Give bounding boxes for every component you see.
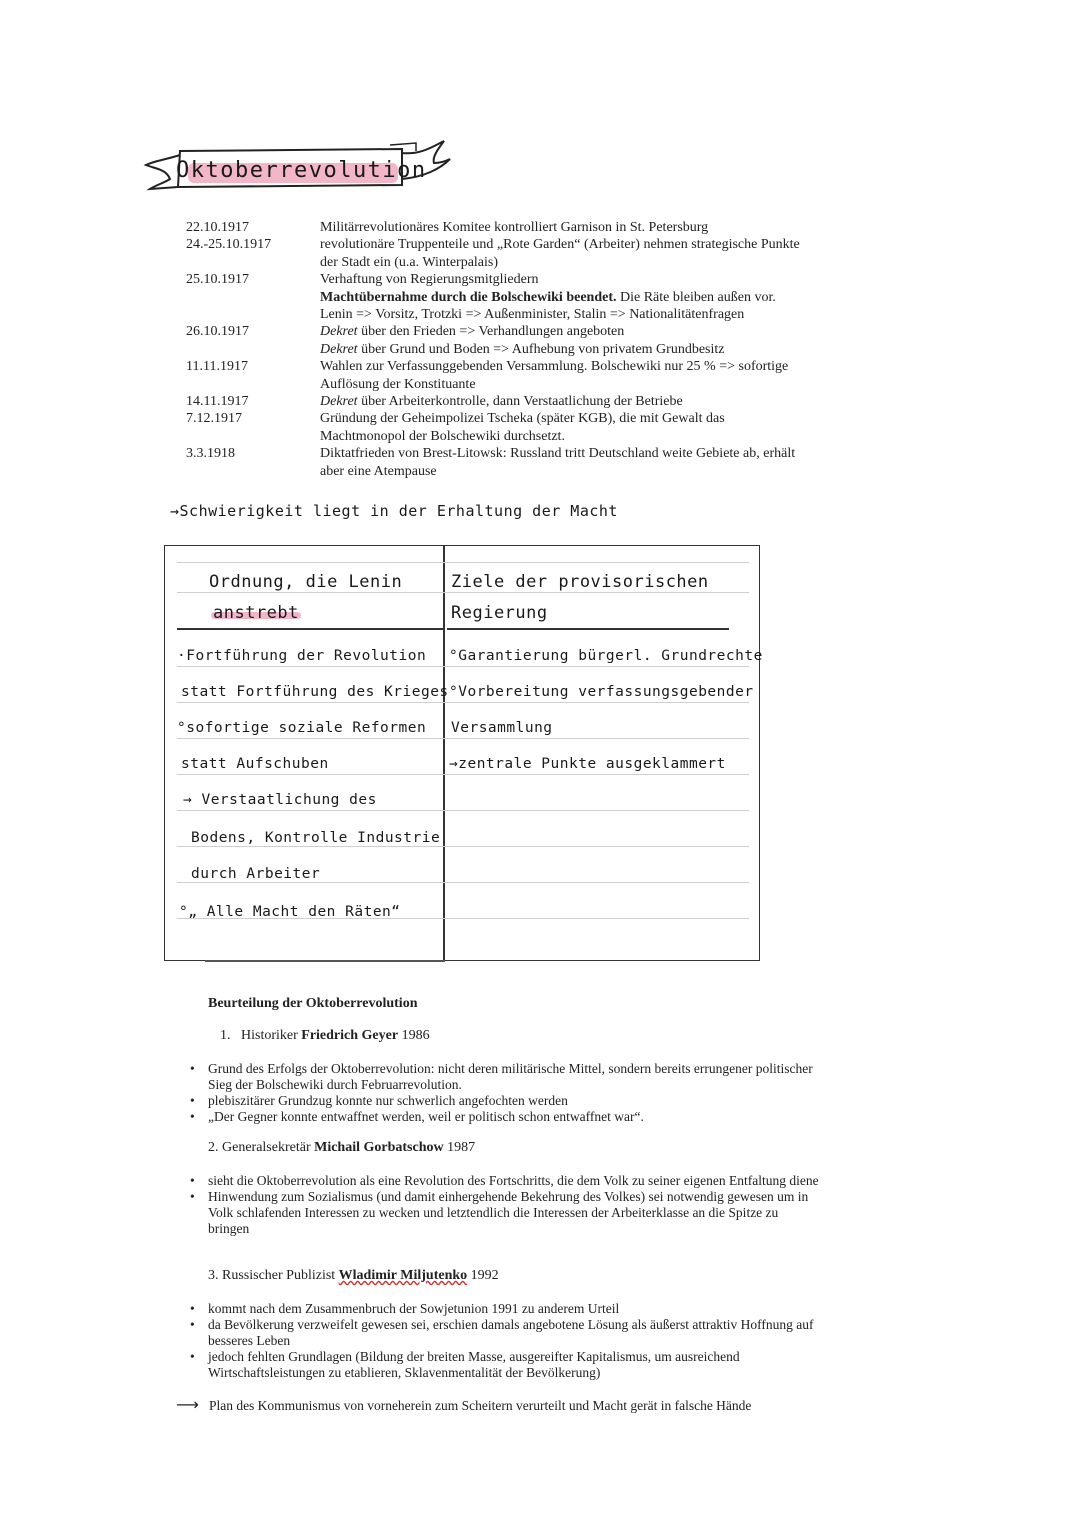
timeline-date: 7.12.1917 <box>186 411 242 427</box>
table-right-line: °Vorbereitung verfassungsgebender <box>449 684 754 700</box>
table-header-left: anstrebt <box>213 603 299 623</box>
timeline-row <box>186 323 826 358</box>
section-year: 1992 <box>467 1268 499 1283</box>
comparison-table <box>164 545 763 961</box>
table-rule <box>177 846 749 847</box>
final-conclusion-text: Plan des Kommunismus von vorneherein zum Scheitern verurteilt und Macht gerät in falsche Hände <box>208 1398 752 1413</box>
table-divider <box>443 546 445 960</box>
section-year: 1987 <box>443 1140 476 1155</box>
timeline-date: 26.10.1917 <box>186 324 249 340</box>
table-rule <box>177 810 749 811</box>
conclusion-note: →Schwierigkeit liegt in der Erhaltung der Macht <box>170 502 618 520</box>
list-item: • da Bevölkerung verzweifelt gewesen sei, erschien damals angebotene Lösung als äußerst attraktiv Hoffnung auf besseres Leben <box>190 1317 820 1349</box>
timeline-row <box>186 410 826 445</box>
table-left-line: °„ Alle Macht den Räten“ <box>179 904 401 920</box>
bullet-list <box>190 1173 820 1237</box>
timeline-row <box>186 358 826 393</box>
section-role: Historiker <box>241 1028 302 1043</box>
timeline-text: Wahlen zur Verfassunggebenden Versammlung. Bolschewiki nur 25 % => sofortige Auflösung der Konstituante <box>320 359 789 392</box>
timeline-date: 22.10.1917 <box>186 220 249 235</box>
timeline-text-part: über den Frieden => Verhandlungen angeboten <box>357 324 625 340</box>
table-right-line: Versammlung <box>451 720 553 736</box>
table-header-right: Ziele der provisorischen <box>451 572 709 592</box>
table-header-right: Regierung <box>451 603 548 623</box>
timeline-date: 3.3.1918 <box>186 446 235 462</box>
timeline-date: 14.11.1917 <box>186 394 249 410</box>
timeline-text <box>320 271 810 323</box>
timeline-text: Diktatfrieden von Brest-Litowsk: Russland tritt Deutschland weite Gebiete ab, erhält aber eine Atempause <box>320 446 796 479</box>
table-rule <box>177 562 749 563</box>
page-title: Oktoberrevolution <box>176 158 427 183</box>
timeline-text-part: über Arbeiterkontrolle, dann Verstaatlichung der Betriebe <box>357 394 683 410</box>
bullet-list <box>190 1061 820 1125</box>
timeline-text <box>320 323 810 358</box>
timeline-text-part: Die Räte bleiben außen vor. Lenin => Vorsitz, Trotzki => Außenminister, Stalin => Nationalitätenfragen <box>320 289 776 323</box>
table-right-line: →zentrale Punkte ausgeklammert <box>449 756 726 772</box>
arrow-right-icon: ⟶ <box>176 1395 199 1414</box>
table-left-line: ·Fortführung der Revolution <box>177 648 427 664</box>
timeline-italic-text: Dekret <box>320 341 358 357</box>
table-rule <box>177 774 749 775</box>
bullet-list <box>190 1301 820 1381</box>
title-banner <box>140 133 460 203</box>
table-left-line: statt Fortführung des Krieges <box>181 684 449 700</box>
list-item: • jedoch fehlten Grundlagen (Bildung der breiten Masse, ausgereifter Kapitalismus, um ausreichend Wirtschaftsleistungen zu etablieren, Sklavenmentalität der Bevölkerung) <box>190 1349 820 1381</box>
timeline-text: Militärrevolutionäres Komitee kontrolliert Garnison in St. Petersburg <box>320 220 709 235</box>
section-number: 2. <box>208 1140 219 1155</box>
section-heading <box>220 1028 430 1044</box>
table-rule <box>177 702 749 703</box>
list-item: • „Der Gegner konnte entwaffnet werden, weil er politisch schon entwaffnet war“. <box>190 1109 820 1125</box>
timeline-date: 25.10.1917 <box>186 272 249 288</box>
timeline-text-part: Verhaftung von Regierungsmitgliedern <box>320 272 539 288</box>
section-author: Friedrich Geyer <box>301 1028 399 1043</box>
timeline-text <box>320 393 810 410</box>
section-year: 1986 <box>398 1028 430 1043</box>
section-heading <box>208 1140 475 1156</box>
table-rule <box>177 738 749 739</box>
table-left-line: statt Aufschuben <box>181 756 329 772</box>
timeline-bold-text: Machtübernahme durch die Bolschewiki beendet. <box>320 289 617 305</box>
timeline <box>186 219 826 480</box>
timeline-row <box>186 445 826 480</box>
list-item: • kommt nach dem Zusammenbruch der Sowjetunion 1991 zu anderem Urteil <box>190 1301 820 1317</box>
section-title: Beurteilung der Oktoberrevolution <box>208 996 418 1011</box>
section-role: Russischer Publizist <box>222 1268 339 1283</box>
table-left-line: durch Arbeiter <box>191 866 321 882</box>
list-item: • sieht die Oktoberrevolution als eine Revolution des Fortschritts, die dem Volk zu seiner eigenen Entfaltung diene <box>190 1173 820 1189</box>
timeline-italic-text: Dekret <box>320 394 358 410</box>
timeline-text: revolutionäre Truppenteile und „Rote Garden“ (Arbeiter) nehmen strategische Punkte der Stadt ein (u.a. Winterpalais) <box>320 237 800 270</box>
timeline-text-part: über Grund und Boden => Aufhebung von privatem Grundbesitz <box>357 341 725 357</box>
timeline-row <box>186 219 826 236</box>
list-item: • plebiszitärer Grundzug konnte nur schwerlich angefochten werden <box>190 1093 820 1109</box>
table-bottom-rule <box>205 960 445 962</box>
timeline-text: Gründung der Geheimpolizei Tscheka (später KGB), die mit Gewalt das Machtmonopol der Bolschewiki durchsetzt. <box>320 411 725 444</box>
table-header-rule <box>447 628 729 630</box>
section-author: Wladimir Miljutenko <box>338 1268 468 1283</box>
section-number: 1. <box>220 1028 231 1043</box>
timeline-date: 24.-25.10.1917 <box>186 237 272 253</box>
table-header-rule <box>177 628 443 630</box>
timeline-row <box>186 393 826 410</box>
table-header-left: Ordnung, die Lenin <box>209 572 403 592</box>
timeline-date: 11.11.1917 <box>186 359 248 375</box>
table-left-line: → Verstaatlichung des <box>183 792 377 808</box>
section-heading <box>208 1268 499 1284</box>
section-author: Michail Gorbatschow <box>314 1140 444 1155</box>
final-conclusion <box>176 1395 751 1414</box>
table-rule <box>177 882 749 883</box>
timeline-row <box>186 236 826 271</box>
list-item: • Hinwendung zum Sozialismus (und damit einhergehende Bekehrung des Volkes) sei notwendig gewesen um in Volk schlafenden Interessen zu wecken und letztendlich die Interessen der Arbeiterklasse an die Spitze zu bringen <box>190 1189 820 1237</box>
list-item: • Grund des Erfolgs der Oktoberrevolution: nicht deren militärische Mittel, sondern bereits errungener politischer Sieg der Bolschewiki durch Februarrevolution. <box>190 1061 820 1093</box>
table-left-line: °sofortige soziale Reformen <box>177 720 427 736</box>
table-rule <box>177 592 749 593</box>
timeline-row <box>186 271 826 323</box>
table-right-line: °Garantierung bürgerl. Grundrechte <box>449 648 763 664</box>
section-number: 3. <box>208 1268 219 1283</box>
section-role: Generalsekretär <box>222 1140 315 1155</box>
table-left-line: Bodens, Kontrolle Industrie <box>191 830 441 846</box>
timeline-italic-text: Dekret <box>320 324 358 340</box>
table-rule <box>177 666 749 667</box>
